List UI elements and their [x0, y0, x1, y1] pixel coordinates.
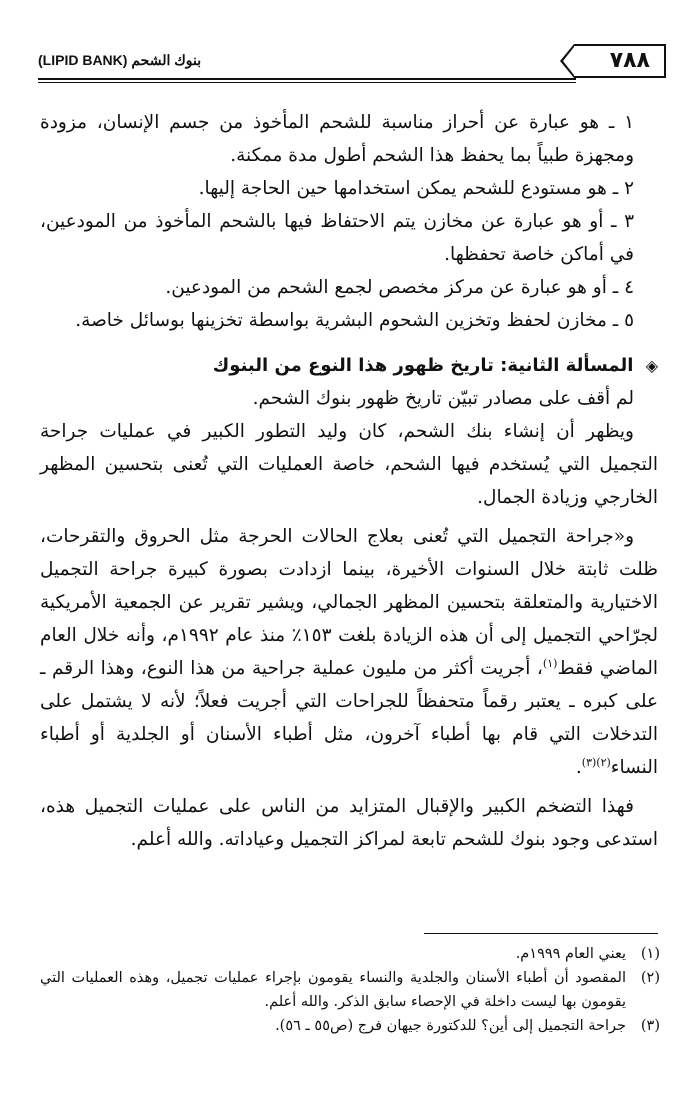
footnote-ref: (٣) [581, 755, 597, 769]
header-rule-thin [38, 82, 576, 83]
footnote-ref: (٢) [596, 755, 611, 769]
definition-item: ٣ ـ أو هو عبارة عن مخازن يتم الاحتفاظ فيها بالشحم المأخوذ من المودعين، في أماكن خاصة تحفظها. [40, 211, 634, 265]
page-header [38, 40, 666, 86]
paragraph: لم أقف على مصادر تبيّن تاريخ ظهور بنوك الشحم. [252, 388, 634, 409]
diamond-bullet-icon: ◈ [645, 356, 658, 375]
paragraph: فهذا التضخم الكبير والإقبال المتزايد من الناس على عمليات التجميل هذه، استدعى وجود بنوك للشحم تابعة لمراكز التجميل وعياداته. والله أعلم. [40, 796, 658, 850]
quote-end: . [575, 757, 582, 778]
footnote-ref: (١) [542, 656, 558, 670]
footnote-number: (٣) [640, 1018, 660, 1034]
footnotes [40, 942, 660, 1038]
page-tab-inner [563, 47, 574, 75]
page-number-box [574, 44, 666, 78]
section-heading-line [40, 349, 658, 382]
section-heading: المسألة الثانية: تاريخ ظهور هذا النوع من البنوك [212, 355, 634, 376]
spacer [40, 337, 658, 343]
page-number: ٧٨٨ [609, 48, 650, 73]
quote-text: ، أجريت أكثر من مليون عملية جراحية من هذا النوع، وهذا الرقم ـ على كبره ـ يعتبر رقماً متحفظاً للجراحات التي أجريت فعلاً؛ لأنه لا يشتمل على التدخلات التي قام بها أطباء آخرون، مثل أطباء الأسنان أو الجلدية أو أطباء النساء [40, 658, 658, 778]
footnote-number: (٢) [640, 970, 660, 986]
header-rule [38, 78, 576, 80]
main-text [40, 106, 658, 856]
running-head: بنوك الشحم (LIPID BANK) [38, 52, 202, 68]
footnote-divider [424, 933, 658, 934]
footnote-text: المقصود أن أطباء الأسنان والجلدية والنساء يقومون بإجراء عمليات تجميل، وهذه العمليات التي يقومون بها ليست داخلة في الإحصاء سابق الذكر. والله أعلم. [40, 970, 626, 1010]
definition-item: ٤ ـ أو هو عبارة عن مركز مخصص لجمع الشحم من المودعين. [165, 277, 634, 298]
footnote [40, 1014, 660, 1038]
paragraph: ويظهر أن إنشاء بنك الشحم، كان وليد التطور الكبير في عمليات جراحة التجميل التي يُستخدم فيها الشحم، خاصة العمليات التي تُعنى بتحسين المظهر الخارجي وزيادة الجمال. [40, 421, 658, 508]
definition-item: ٥ ـ مخازن لحفظ وتخزين الشحوم البشرية بواسطة تخزينها بوسائل خاصة. [75, 310, 634, 331]
definition-item: ٢ ـ هو مستودع للشحم يمكن استخدامها حين الحاجة إليها. [198, 178, 634, 199]
quote-text: و«جراحة التجميل التي تُعنى بعلاج الحالات الحرجة مثل الحروق والتقرحات، ظلت ثابتة خلال السنوات الأخيرة، بينما ازدادت بصورة كبيرة جراحة التجميل الاختيارية والمتعلقة بتحسين المظهر الجمالي، ويشير تقرير عن الجمعية الأمريكية لجرّاحي التجميل إلى أن هذه الزيادة بلغت ١٥٣٪ منذ عام ١٩٩٢م، وأنه خلال العام الماضي فقط [40, 526, 658, 679]
footnote [40, 966, 660, 1014]
footnote-number: (١) [640, 946, 660, 962]
definition-item: ١ ـ هو عبارة عن أحراز مناسبة للشحم المأخوذ من جسم الإنسان، مزودة ومجهزة طبياً بما يحفظ هذا الشحم أطول مدة ممكنة. [40, 112, 634, 166]
footnote [40, 942, 660, 966]
footnote-text: يعني العام ١٩٩٩م. [515, 946, 626, 962]
quoted-paragraph [40, 520, 658, 784]
footnote-text: جراحة التجميل إلى أين؟ للدكتورة جيهان فرج (ص٥٥ ـ ٥٦). [275, 1018, 626, 1034]
